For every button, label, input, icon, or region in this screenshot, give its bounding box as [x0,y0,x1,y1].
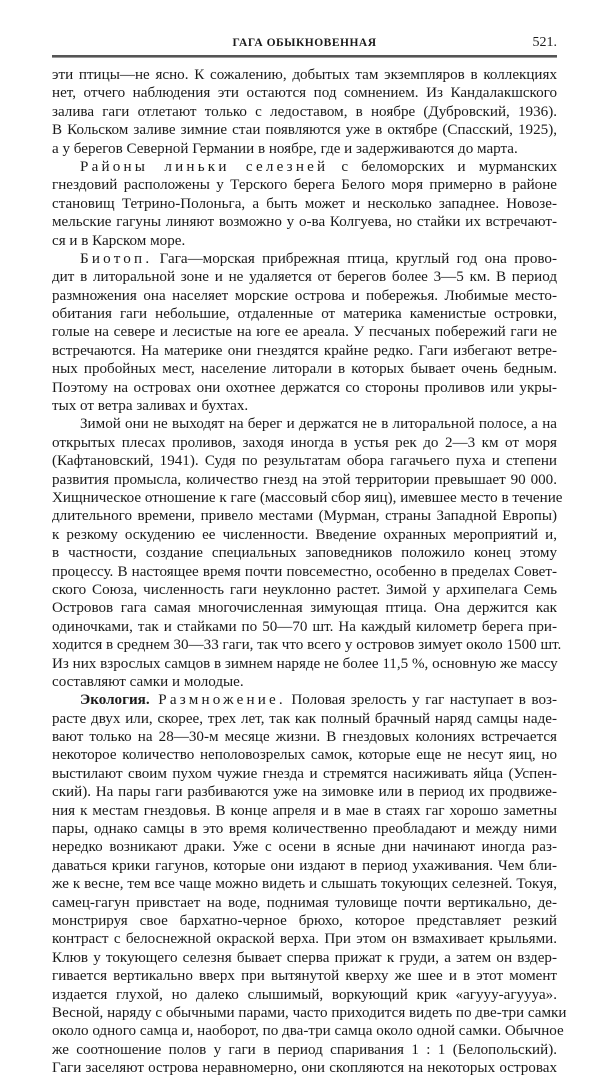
text-line: Зимой они не выходят на берег и держатся не в литоральной полосе, а на [80,416,557,433]
text-line: тых от ветра заливах и бухтах. [52,398,249,415]
text-line: Гаги заселяют острова неравномерно, они скопляются на некоторых островах [52,1060,557,1077]
text-line: ся и в Карском море. [52,232,186,249]
text-line: В Кольском заливе зимние стаи появляются уже в октябре (Спасский, 1925), [52,122,557,139]
subsection-heading: Районы линьки селезней [80,158,329,175]
text-line: ных пробойных мест, население литорали в которых бывает очень бедным. [52,361,557,378]
text-line: к резкому оскудению ее численности. Введение охранных мероприятий и, [52,526,557,543]
text-line: Районы линьки селезней с беломорских и мурманских [80,158,557,175]
text-line: расте двух или, скорее, трех лет, так как полный брачный наряд самцы наде- [52,710,557,727]
text-line: размножения она населяет морские острова и побережья. Любимые место- [52,287,557,304]
text-line: одиночками, так и стайками по 50—70 шт. На каждый километр берега при- [52,618,557,635]
text-line: Весной, наряду с обычными парами, часто приходится видеть по две-три самки [52,1004,567,1021]
header-rule [52,55,557,58]
text-line: ходится в среднем 30—33 гаги, так что всего у островов зимует около 1500 шт. [52,637,562,654]
text-line: около одного самца и, наоборот, по два-три самца около одной самки. Обычное [52,1023,564,1040]
text-line: Клюв у токующего селезня бывает сперва прижат к груди, а затем он вздер- [52,949,557,966]
running-head [52,34,557,54]
subsection-heading: Биотоп. [80,250,153,267]
text-line: контраст с белоснежной окраской верха. При этом он взмахивает крыльями. [52,931,557,948]
text-line: длительного времени, привело местами (Мурман, страны Западной Европы) [52,508,557,525]
text-line: открытых плесах проливов, заходя иногда в устья рек до 2—3 км от моря [52,434,557,451]
text-line: ский). На пары гаги разбиваются уже на зимовке или в период их продвиже- [52,784,557,801]
text-line: даваться крики гагунов, которые они издают в период ухаживания. Чем бли- [52,857,557,874]
text-line: а у берегов Северной Германии в ноябре, где и задерживаются до марта. [52,140,518,157]
text-line: мельские гагуны линяют возможно у о-ва Колгуева, но стайки их встречают- [52,214,557,231]
text-line: развития промысла, количество гнезд на этой территории превышает 90 000. [52,471,557,488]
text-line: же к весне, тем все чаще можно видеть и слышать токующих селезней. Токуя, [52,876,557,893]
text-line: же соотношение полов у гаги в период спаривания 1 : 1 (Белопольский). [52,1041,557,1058]
text-line: выстилают своим пухом чужие гнезда и стремятся насиживать яйца (Успен- [52,765,557,782]
text-line: некоторое количество неполовозрелых самок, которые еще не несут яиц, но [52,747,557,764]
text-line: нередко возникают драки. Уже с осени в ясные дни начинают иногда раз- [52,839,557,856]
text-line: составляют самки и молодые. [52,673,244,690]
text-line: Хищническое отношение к гаге (массовый сбор яиц), имевшее место в течение [52,489,563,506]
text-line: Островов гага самая многочисленная зимующая птица. Она держится как [52,600,557,617]
text-line: встречаются. На материке они гнездятся крайне редко. Гаги избегают ветре- [52,342,557,359]
text-line: Поэтому на островах они охотнее держатся со стороны проливов или укры- [52,379,557,396]
section-heading: Экология. [80,692,150,709]
body-text [52,66,567,1077]
text-line: издается глухой, но далеко слышимый, воркующий крик «агууу-агуууа». [52,986,557,1003]
page-number: 521. [532,35,557,50]
text-line: самец-гагун привстает на воде, поднимая туловище почти вертикально, де- [52,894,557,911]
text-line: дит в литоральной зоне и не удаляется от берегов более 3—5 км. В период [52,269,557,286]
text-line: залива гаги отлетают только с ледоставом, в ноябре (Дубровский, 1936). [52,103,557,120]
text-line: процессу. В настоящее время почти повсеместно, особенно в пределах Совет- [52,563,557,580]
text-line: пары, однако самцы в это время количественно преобладают и между ними [52,821,557,838]
text-line: вают только на 28—30-м месяце жизни. В гнездовых колониях встречается [52,729,557,746]
text-line: становищ Тетрино-Полоньга, а быть может и несколько западнее. Новозе- [52,195,557,212]
text-line: ского Союза, численность гаги неуклонно растет. Зимой у архипелага Семь [52,581,557,598]
text-line: ния к местам гнездовья. В конце апреля и в мае в стаях гаг хорошо заметны [52,802,557,819]
text-line: в частности, создание специальных заповедников положило конец этому [52,545,557,562]
text-line: нет, отчего наблюдения эти остаются под сомнением. Из Кандалакшского [52,85,557,102]
running-head-title: ГАГА ОБЫКНОВЕННАЯ [232,37,377,49]
text-line: Экология. Размножение. Половая зрелость у гаг наступает в воз- [80,692,557,709]
text-line: эти птицы—не ясно. К сожалению, добытых там экземпляров в коллекциях [52,67,557,83]
book-page [52,34,567,1077]
text-line: Из них взрослых самцов в зимнем наряде не более 11,5 %, основную же массу [52,655,558,672]
text-line: Биотоп. Гага—морская прибрежная птица, круглый год она прово- [80,250,557,267]
subsection-heading: Размножение. [149,692,286,709]
text-line: гнездовий расположены у Терского берега Белого моря примерно в районе [52,177,557,194]
text-line: (Кафтановский, 1941). Судя по результатам обора гагачьего пуха и степени [52,453,557,470]
text-line: гивается вертикально вверх при вытянутой кверху же шее и в этот момент [52,968,557,985]
text-line: монстрируя свое бархатно-черное брюхо, которое представляет резкий [52,912,557,929]
text-line: обитания гаги небольшие, отдаленные от материка каменистые островки, [52,306,557,323]
text-line: голые на севере и лесистые на юге ее ареала. У песчаных побережий гаги не [52,324,557,341]
